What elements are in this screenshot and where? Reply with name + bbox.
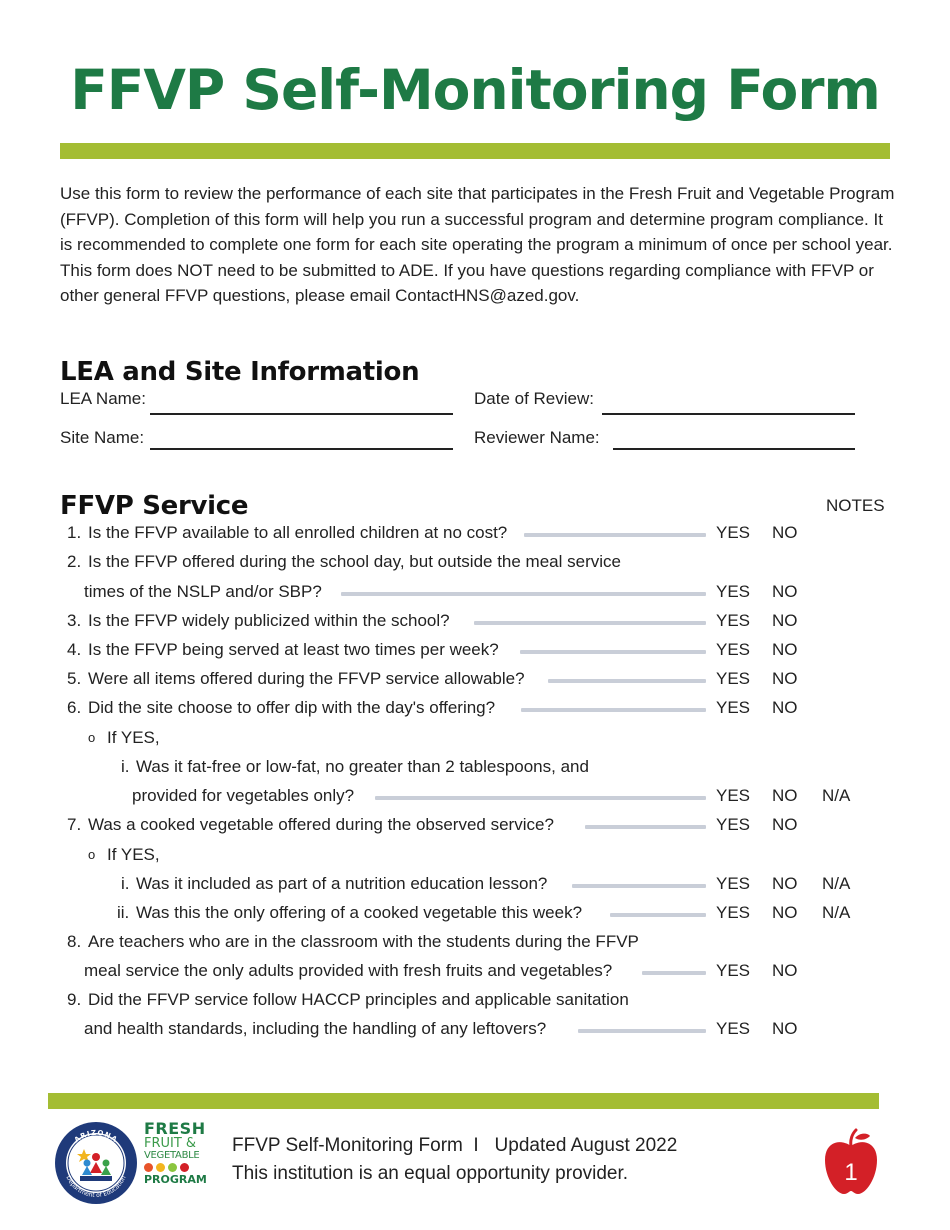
question-text: Is the FFVP widely publicized within the school? <box>88 611 450 630</box>
question-text: Is the FFVP available to all enrolled children at no cost? <box>88 523 508 542</box>
question-number: 4. <box>67 640 82 659</box>
yes-option[interactable]: YES <box>716 815 751 834</box>
yes-option[interactable]: YES <box>716 640 751 659</box>
footer-form-title: FFVP Self-Monitoring Form I Updated August 2022 <box>232 1135 678 1156</box>
question-text: times of the NSLP and/or SBP? <box>84 582 322 601</box>
leader-line <box>642 971 706 975</box>
yes-option[interactable]: YES <box>716 903 751 922</box>
leader-line <box>610 913 706 917</box>
no-option[interactable]: NO <box>772 815 798 834</box>
yes-option[interactable]: YES <box>716 523 751 542</box>
service-section-heading: FFVP Service <box>60 491 249 521</box>
leader-line <box>375 796 706 800</box>
question-row-7-ii <box>0 901 950 930</box>
leader-line <box>521 708 706 712</box>
no-option[interactable]: NO <box>772 611 798 630</box>
bullet-marker: o <box>88 730 96 745</box>
question-text: Are teachers who are in the classroom with the students during the FFVP <box>88 932 639 951</box>
page-number: 1 <box>844 1159 858 1186</box>
na-option[interactable]: N/A <box>822 786 851 805</box>
reviewer-name-label: Reviewer Name: <box>474 428 600 447</box>
intro-paragraph: Use this form to review the performance of each site that participates in the Fresh Fruit and Vegetable Program (FFVP). Completion of this form will help you run a successful program and determine program compliance. It is recommended to complete one form for each site operating the program a minimum of once per school year. This form does NOT need to be submitted to ADE. If you have questions regarding compliance with FFVP or other general FFVP questions, please email ContactHNS@azed.gov. <box>60 184 895 306</box>
question-number: 7. <box>67 815 82 834</box>
question-text: and health standards, including the handling of any leftovers? <box>84 1019 547 1038</box>
question-row-2-cont <box>0 580 950 609</box>
yes-option[interactable]: YES <box>716 786 751 805</box>
question-text: Were all items offered during the FFVP service allowable? <box>88 669 525 688</box>
question-text: meal service the only adults provided with fresh fruits and vegetables? <box>84 961 613 980</box>
date-of-review-label: Date of Review: <box>474 389 594 408</box>
leader-line <box>474 621 706 625</box>
notes-column-header: NOTES <box>826 496 885 515</box>
reviewer-name-field[interactable] <box>613 448 855 450</box>
yes-option[interactable]: YES <box>716 669 751 688</box>
footer-eoe-statement: This institution is an equal opportunity provider. <box>232 1163 629 1184</box>
page-title: FFVP Self-Monitoring Form <box>70 58 880 122</box>
question-number: 5. <box>67 669 82 688</box>
logo-color-dots <box>144 1163 208 1172</box>
logo-fresh-text: FRESH <box>144 1119 206 1138</box>
lea-name-label: LEA Name: <box>60 389 146 408</box>
question-row-7-ifyes <box>0 843 950 872</box>
yes-option[interactable]: YES <box>716 1019 751 1038</box>
question-row-4 <box>0 638 950 667</box>
question-row-6-ifyes <box>0 726 950 755</box>
question-text: Did the site choose to offer dip with the day's offering? <box>88 698 496 717</box>
no-option[interactable]: NO <box>772 903 798 922</box>
question-number: i. <box>121 757 130 776</box>
leader-line <box>548 679 706 683</box>
no-option[interactable]: NO <box>772 874 798 893</box>
leader-line <box>578 1029 706 1033</box>
seal-text-bottom: Department of Education <box>64 1174 128 1200</box>
site-name-field[interactable] <box>150 448 453 450</box>
no-option[interactable]: NO <box>772 582 798 601</box>
apple-page-number-icon <box>822 1128 880 1196</box>
yes-option[interactable]: YES <box>716 874 751 893</box>
leader-line <box>524 533 706 537</box>
site-name-label: Site Name: <box>60 428 145 447</box>
lea-name-field[interactable] <box>150 413 453 415</box>
question-row-3 <box>0 609 950 638</box>
question-number: 8. <box>67 932 82 951</box>
no-option[interactable]: NO <box>772 523 798 542</box>
ffvp-program-logo <box>144 1121 208 1186</box>
footer-divider-bar <box>48 1093 879 1109</box>
question-text: Was it fat-free or low-fat, no greater than 2 tablespoons, and <box>136 757 589 776</box>
question-text: Was a cooked vegetable offered during the observed service? <box>88 815 554 834</box>
logo-program-text: PROGRAM <box>144 1173 207 1186</box>
question-row-6-i <box>0 755 950 784</box>
leader-line <box>585 825 706 829</box>
leader-line <box>520 650 706 654</box>
question-row-5 <box>0 667 950 696</box>
no-option[interactable]: NO <box>772 669 798 688</box>
question-text: Is the FFVP being served at least two times per week? <box>88 640 499 659</box>
question-row-7-i <box>0 872 950 901</box>
question-number: i. <box>121 874 130 893</box>
question-text: If YES, <box>107 845 160 864</box>
question-text: Did the FFVP service follow HACCP principles and applicable sanitation <box>88 990 629 1009</box>
question-text: Was this the only offering of a cooked vegetable this week? <box>136 903 583 922</box>
seal-text-top: ARIZONA <box>72 1128 120 1145</box>
question-number: 6. <box>67 698 82 717</box>
question-number: ii. <box>117 903 130 922</box>
no-option[interactable]: NO <box>772 698 798 717</box>
header-divider-bar <box>60 143 890 159</box>
question-row-2 <box>0 550 950 579</box>
question-row-8-cont <box>0 959 950 988</box>
no-option[interactable]: NO <box>772 640 798 659</box>
question-text: Was it included as part of a nutrition education lesson? <box>136 874 548 893</box>
lea-section-heading: LEA and Site Information <box>60 357 420 387</box>
na-option[interactable]: N/A <box>822 903 851 922</box>
date-of-review-field[interactable] <box>602 413 855 415</box>
yes-option[interactable]: YES <box>716 582 751 601</box>
bullet-marker: o <box>88 847 96 862</box>
question-row-6 <box>0 696 950 725</box>
question-text: Is the FFVP offered during the school day, but outside the meal service <box>88 552 621 571</box>
yes-option[interactable]: YES <box>716 961 751 980</box>
ade-seal-logo <box>54 1121 138 1205</box>
logo-fruit-text: FRUIT & <box>144 1136 197 1151</box>
question-row-9-cont <box>0 1017 950 1046</box>
question-row-9 <box>0 988 950 1017</box>
leader-line <box>572 884 706 888</box>
leader-line <box>341 592 706 596</box>
yes-option[interactable]: YES <box>716 698 751 717</box>
question-row-1 <box>0 521 950 550</box>
question-row-7 <box>0 813 950 842</box>
question-number: 2. <box>67 552 82 571</box>
question-number: 3. <box>67 611 82 630</box>
question-text: If YES, <box>107 728 160 747</box>
question-row-8 <box>0 930 950 959</box>
question-number: 1. <box>67 523 82 542</box>
no-option[interactable]: NO <box>772 1019 798 1038</box>
question-text: provided for vegetables only? <box>132 786 355 805</box>
yes-option[interactable]: YES <box>716 611 751 630</box>
no-option[interactable]: NO <box>772 961 798 980</box>
no-option[interactable]: NO <box>772 786 798 805</box>
question-row-6-i-cont <box>0 784 950 813</box>
na-option[interactable]: N/A <box>822 874 851 893</box>
logo-vegetable-text: VEGETABLE <box>144 1150 200 1161</box>
question-number: 9. <box>67 990 82 1009</box>
